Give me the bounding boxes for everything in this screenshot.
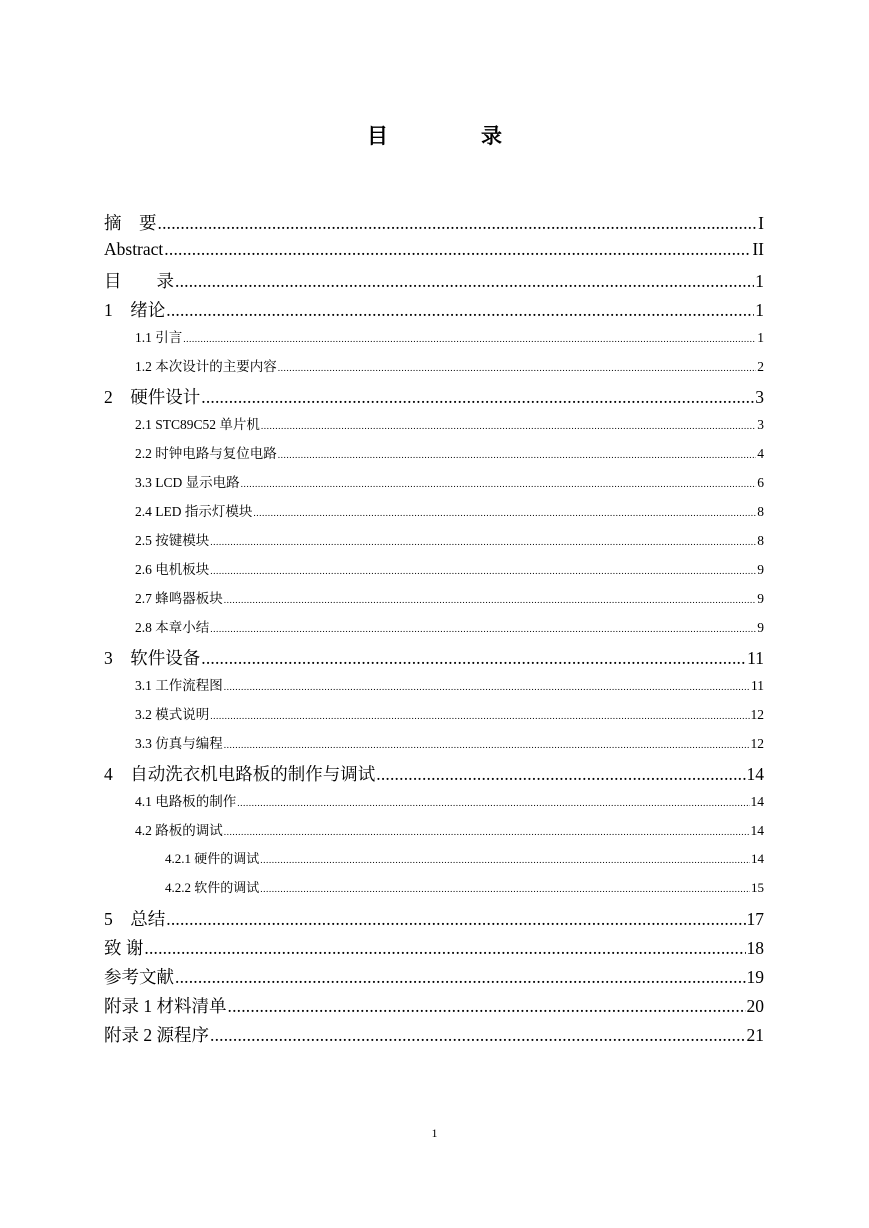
toc-entry[interactable] xyxy=(104,384,764,413)
toc-dot-leader xyxy=(260,856,750,866)
toc-dot-leader xyxy=(166,300,754,321)
toc-entry-page: 11 xyxy=(751,678,764,693)
toc-dot-leader xyxy=(228,996,746,1017)
toc-dot-leader xyxy=(278,451,757,461)
toc-entry-label: 2.5 按键模块 xyxy=(135,533,210,548)
toc-entry-label: 3 软件设备 xyxy=(104,648,201,668)
toc-dot-leader xyxy=(175,967,746,988)
toc-entry-page: 17 xyxy=(746,909,764,929)
toc-dot-leader xyxy=(183,335,756,345)
toc-entry[interactable] xyxy=(104,297,764,326)
toc-dot-leader xyxy=(260,885,750,895)
toc-entry-label: 4.2.2 软件的调试 xyxy=(165,880,260,895)
toc-dot-leader xyxy=(175,271,754,292)
toc-dot-leader xyxy=(376,764,745,785)
toc-entry-page: 15 xyxy=(751,880,764,895)
toc-entry[interactable] xyxy=(104,732,764,761)
toc-entry[interactable] xyxy=(104,326,764,355)
toc-dot-leader xyxy=(210,567,756,577)
toc-entry-label: 4 自动洗衣机电路板的制作与调试 xyxy=(104,764,376,784)
toc-entry-page: 3 xyxy=(757,417,764,432)
toc-entry[interactable] xyxy=(104,703,764,732)
toc-entry-label: 1.2 本次设计的主要内容 xyxy=(135,359,277,374)
table-of-contents xyxy=(104,210,764,1051)
toc-entry[interactable] xyxy=(104,442,764,471)
toc-entry[interactable] xyxy=(104,413,764,442)
toc-entry-page: 14 xyxy=(750,794,764,809)
toc-entry-page: 9 xyxy=(757,620,764,635)
toc-entry[interactable] xyxy=(104,819,764,848)
toc-entry-label: 2.8 本章小结 xyxy=(135,620,210,635)
toc-entry-page: 12 xyxy=(750,707,764,722)
toc-entry[interactable] xyxy=(104,210,764,239)
toc-dot-leader xyxy=(224,828,750,838)
toc-entry-page: 21 xyxy=(746,1025,764,1045)
toc-entry[interactable] xyxy=(104,761,764,790)
toc-entry-page: 6 xyxy=(757,475,764,490)
toc-entry[interactable] xyxy=(104,616,764,645)
toc-entry-page: 2 xyxy=(757,359,764,374)
toc-entry[interactable] xyxy=(104,848,764,877)
toc-entry-label: 3.2 模式说明 xyxy=(135,707,210,722)
page-number-footer: 1 xyxy=(431,1126,438,1140)
toc-dot-leader xyxy=(224,741,750,751)
toc-entry-page: 19 xyxy=(746,967,764,987)
toc-entry-label: 2 硬件设计 xyxy=(104,387,201,407)
toc-dot-leader xyxy=(278,364,757,374)
toc-entry-label: 2.7 蜂鸣器板块 xyxy=(135,591,223,606)
toc-entry-page: 8 xyxy=(757,504,764,519)
toc-entry[interactable] xyxy=(104,471,764,500)
toc-entry-label: 1.1 引言 xyxy=(135,330,183,345)
toc-entry-page: 20 xyxy=(746,996,764,1016)
toc-entry-label: 2.6 电机板块 xyxy=(135,562,210,577)
toc-dot-leader xyxy=(144,938,745,959)
toc-dot-leader xyxy=(224,596,757,606)
toc-entry-label: 附录 1 材料清单 xyxy=(104,996,227,1016)
toc-entry-page: 9 xyxy=(757,591,764,606)
toc-entry-label: 3.1 工作流程图 xyxy=(135,678,223,693)
toc-dot-leader xyxy=(241,480,757,490)
toc-entry[interactable] xyxy=(104,587,764,616)
toc-entry[interactable] xyxy=(104,790,764,819)
toc-entry-label: 4.1 电路板的制作 xyxy=(135,794,237,809)
toc-entry[interactable] xyxy=(104,558,764,587)
toc-dot-leader xyxy=(224,683,750,693)
toc-entry-label: 5 总结 xyxy=(104,909,166,929)
toc-entry-label: 2.2 时钟电路与复位电路 xyxy=(135,446,277,461)
toc-entry-label: 2.4 LED 指示灯模块 xyxy=(135,504,253,519)
toc-entry-page: 1 xyxy=(755,271,764,291)
toc-entry-page: 3 xyxy=(755,387,764,407)
toc-entry-label: 1 绪论 xyxy=(104,300,166,320)
toc-entry-label: 2.1 STC89C52 单片机 xyxy=(135,417,260,432)
toc-entry-label: Abstract xyxy=(104,239,164,259)
toc-entry-page: 14 xyxy=(746,764,764,784)
toc-entry[interactable] xyxy=(104,645,764,674)
toc-dot-leader xyxy=(164,239,751,260)
toc-entry[interactable] xyxy=(104,877,764,906)
toc-entry[interactable] xyxy=(104,529,764,558)
toc-dot-leader xyxy=(261,422,756,432)
toc-entry[interactable] xyxy=(104,935,764,964)
toc-entry-page: 1 xyxy=(755,300,764,320)
toc-entry[interactable] xyxy=(104,674,764,703)
toc-entry[interactable] xyxy=(104,964,764,993)
toc-dot-leader xyxy=(210,1025,746,1046)
toc-entry[interactable] xyxy=(104,500,764,529)
toc-entry-label: 目 录 xyxy=(104,271,174,291)
toc-entry-page: 12 xyxy=(750,736,764,751)
toc-dot-leader xyxy=(237,799,749,809)
toc-dot-leader xyxy=(210,538,756,548)
toc-entry[interactable] xyxy=(104,268,764,297)
toc-entry-label: 摘 要 xyxy=(104,213,157,233)
toc-entry[interactable] xyxy=(104,239,764,268)
toc-entry[interactable] xyxy=(104,1022,764,1051)
toc-dot-leader xyxy=(158,213,758,234)
toc-entry[interactable] xyxy=(104,906,764,935)
toc-entry-page: 4 xyxy=(757,446,764,461)
toc-entry-page: 8 xyxy=(757,533,764,548)
toc-entry-label: 3.3 LCD 显示电路 xyxy=(135,475,240,490)
toc-entry-page: 18 xyxy=(746,938,764,958)
toc-dot-leader xyxy=(201,648,746,669)
toc-dot-leader xyxy=(201,387,754,408)
toc-entry-page: 14 xyxy=(751,851,764,866)
toc-dot-leader xyxy=(210,712,749,722)
toc-entry-label: 4.2 路板的调试 xyxy=(135,823,223,838)
toc-entry[interactable] xyxy=(104,355,764,384)
toc-entry-page: 1 xyxy=(757,330,764,345)
toc-entry-page: 11 xyxy=(747,648,764,668)
toc-entry-label: 3.3 仿真与编程 xyxy=(135,736,223,751)
toc-entry-label: 4.2.1 硬件的调试 xyxy=(165,851,260,866)
toc-dot-leader xyxy=(166,909,745,930)
toc-entry-label: 参考文献 xyxy=(104,967,174,987)
toc-entry-label: 致 谢 xyxy=(104,938,144,958)
toc-dot-leader xyxy=(253,509,756,519)
toc-entry[interactable] xyxy=(104,993,764,1022)
toc-dot-leader xyxy=(210,625,756,635)
toc-entry-page: I xyxy=(758,213,764,233)
toc-entry-page: 9 xyxy=(757,562,764,577)
toc-entry-page: II xyxy=(752,239,764,259)
page-title: 目 录 xyxy=(367,124,538,148)
toc-entry-label: 附录 2 源程序 xyxy=(104,1025,209,1045)
toc-entry-page: 14 xyxy=(750,823,764,838)
